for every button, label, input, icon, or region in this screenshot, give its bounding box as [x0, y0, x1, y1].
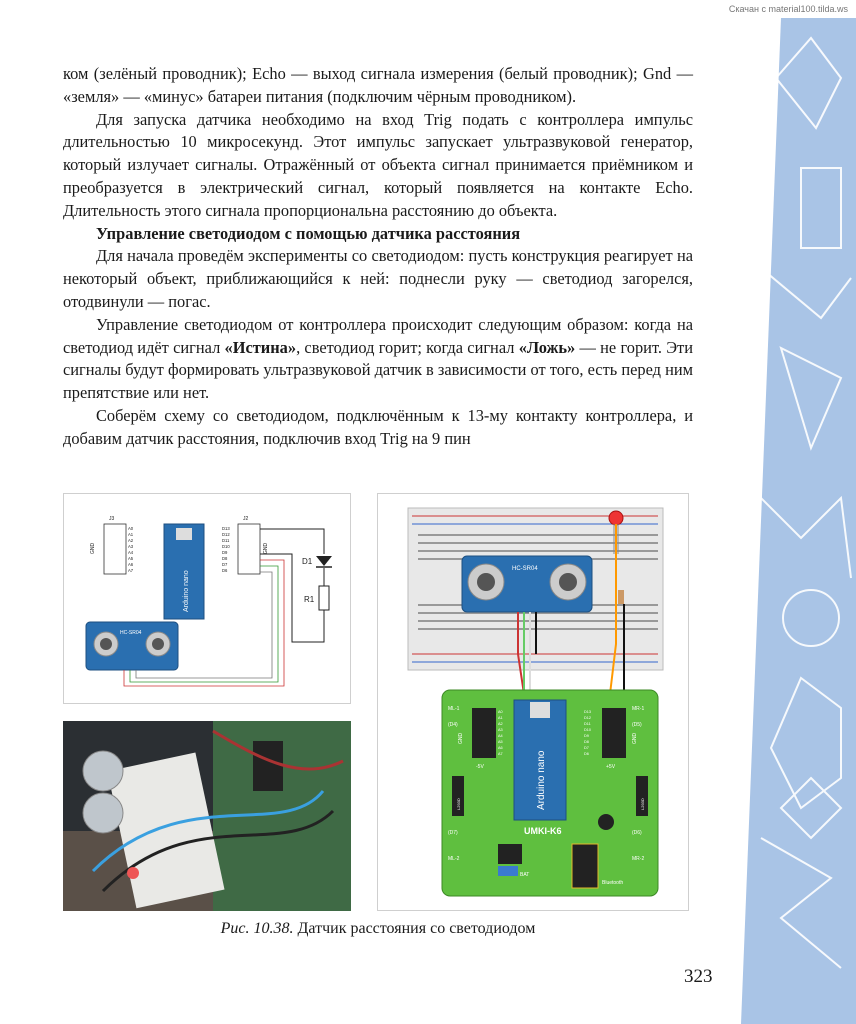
- pin-d13: D13: [222, 526, 230, 531]
- paragraph-5: Соберём схему со светодиодом, подключённым к 13-му контакту контроллера, и добавим датчик расстояния, подключив вход Trig на 9 пин: [63, 405, 693, 448]
- resistor: [618, 590, 624, 604]
- pin-a1: A1: [128, 532, 134, 537]
- pin-d6: D6: [222, 568, 228, 573]
- board-pin-d6: D6: [584, 752, 589, 756]
- pin-a2: A2: [128, 538, 134, 543]
- caption-label: Рис. 10.38.: [220, 920, 294, 937]
- photo-chip: [253, 741, 283, 791]
- d5-label: (D5): [632, 722, 642, 728]
- photo-led: [127, 867, 139, 879]
- arduino-label: Arduino nano: [183, 570, 190, 612]
- page-number: 323: [684, 966, 713, 987]
- d7-label: (D7): [448, 830, 458, 836]
- board-pin-a0: A0: [498, 710, 503, 714]
- ml2-label: ML-2: [448, 856, 460, 862]
- photo-sensor-bottom: [83, 793, 123, 833]
- j3-gnd-label: GND: [90, 542, 96, 554]
- p4-true-term: «Истина»: [224, 337, 297, 357]
- chip-label-right: L293D: [640, 798, 645, 810]
- header-j2: [238, 524, 260, 574]
- minus5v-label: -5V: [476, 764, 484, 770]
- d4-label: (D4): [448, 722, 458, 728]
- red-led: [609, 511, 623, 525]
- board-pin-d7: D7: [584, 746, 589, 750]
- pin-a6: A6: [128, 562, 134, 567]
- figure-photo: [63, 721, 351, 911]
- pin-a3: A3: [128, 544, 134, 549]
- pin-d8: D8: [222, 556, 228, 561]
- resistor-r1: [319, 586, 329, 610]
- header-left: [472, 708, 496, 758]
- bluetooth-module: [572, 844, 598, 888]
- r1-label: R1: [304, 595, 315, 604]
- section-heading: Управление светодиодом с помощью датчика расстояния: [96, 223, 521, 243]
- board-pin-d8: D8: [584, 740, 589, 744]
- pin-a7: A7: [128, 568, 134, 573]
- mr1-label: MR-1: [632, 706, 645, 712]
- pin-d9: D9: [222, 550, 228, 555]
- bat-label: BAT: [520, 872, 530, 878]
- power-switch: [498, 844, 522, 864]
- header-j3: [104, 524, 126, 574]
- d1-label: D1: [302, 557, 313, 566]
- j2-gnd-label: GND: [263, 542, 269, 554]
- board-pin-a5: A5: [498, 740, 503, 744]
- photo-sensor-top: [83, 751, 123, 791]
- wire-r1-gnd: [260, 554, 324, 642]
- pin-a4: A4: [128, 550, 134, 555]
- gnd-label-left: GND: [458, 732, 464, 744]
- watermark: Скачан с material100.tilda.ws: [728, 4, 848, 14]
- p4-part-b: , светодиод горит; когда сигнал: [296, 337, 519, 357]
- sensor-label: HC-SR04: [512, 566, 538, 572]
- sensor-label: HC-SR04: [120, 630, 142, 636]
- j3-label: J3: [109, 516, 115, 522]
- board-pin-d12: D12: [584, 716, 591, 720]
- pin-d12: D12: [222, 532, 230, 537]
- board-pin-a4: A4: [498, 734, 503, 738]
- p4-part-a: Управление светодиодом от контроллера происходит следующим образом: когда на светодиод идёт сигнал: [63, 314, 693, 357]
- board-pin-a3: A3: [498, 728, 503, 732]
- led-d1-symbol: [316, 556, 332, 566]
- pin-d11: D11: [222, 538, 230, 543]
- gnd-label-right: GND: [632, 732, 638, 744]
- decorative-side-stripe: [741, 18, 856, 1024]
- board-pin-d10: D10: [584, 728, 591, 732]
- pin-a0: A0: [128, 526, 134, 531]
- board-pin-a6: A6: [498, 746, 503, 750]
- board-pin-a2: A2: [498, 722, 503, 726]
- arduino-label: Arduino nano: [536, 750, 547, 810]
- paragraph-1: ком (зелёный проводник); Echo — выход сигнала измерения (белый проводник); Gnd — «земля» — «минус» батареи питания (подключим чёрным проводником).: [63, 64, 693, 106]
- header-right: [602, 708, 626, 758]
- board-pin-d11: D11: [584, 722, 591, 726]
- paragraph-4: [63, 314, 693, 405]
- p4-part-c: — не горит. Эти сигналы будут формировать ультразвуковой датчик в зависимости от того, есть перед ним препятствие или нет.: [63, 337, 693, 403]
- d6-label: (D6): [632, 830, 642, 836]
- pin-a5: A5: [128, 556, 134, 561]
- pin-d7: D7: [222, 562, 228, 567]
- pin-d10: D10: [222, 544, 230, 549]
- usb-connector: [176, 528, 192, 540]
- body-text: [63, 63, 693, 451]
- paragraph-3: Для начала проведём эксперименты со светодиодом: пусть конструкция реагирует на некоторый объект, приближающийся к ней: поднесли руку — светодиод загорелся, отодвинули — погас.: [63, 246, 693, 311]
- figure-caption: [63, 920, 693, 938]
- board-pin-d9: D9: [584, 734, 589, 738]
- board-pin-d13: D13: [584, 710, 591, 714]
- j2-label: J2: [243, 516, 249, 522]
- paragraph-2: Для запуска датчика необходимо на вход Trig подать с контроллера импульс длительностью 10 микросекунд. Этот импульс запускает ультразвуковой генератор, который излучает сигналы. Отражённый от объекта сигнал принимается приёмником и преобразуется в электрический сигнал, который появляется на контакте Echo. Длительность этого сигнала пропорциональна расстоянию до объекта.: [63, 109, 693, 220]
- battery-terminal: [498, 866, 518, 876]
- board-pin-a7: A7: [498, 752, 503, 756]
- plus5v-label: +5V: [606, 764, 616, 770]
- chip-label-left: L293D: [456, 798, 461, 810]
- p4-false-term: «Ложь»: [518, 337, 576, 357]
- board-title: UMKI-K6: [524, 826, 562, 836]
- ml1-label: ML-1: [448, 706, 460, 712]
- caption-text: Датчик расстояния со светодиодом: [293, 920, 536, 937]
- mr2-label: MR-2: [632, 856, 645, 862]
- figure-board-assembly: [377, 493, 689, 911]
- wire-d13-led: [260, 529, 324, 554]
- buzzer: [598, 814, 614, 830]
- figure-schematic: [63, 493, 351, 704]
- board-pin-a1: A1: [498, 716, 503, 720]
- bluetooth-label: Bluetooth: [602, 880, 624, 886]
